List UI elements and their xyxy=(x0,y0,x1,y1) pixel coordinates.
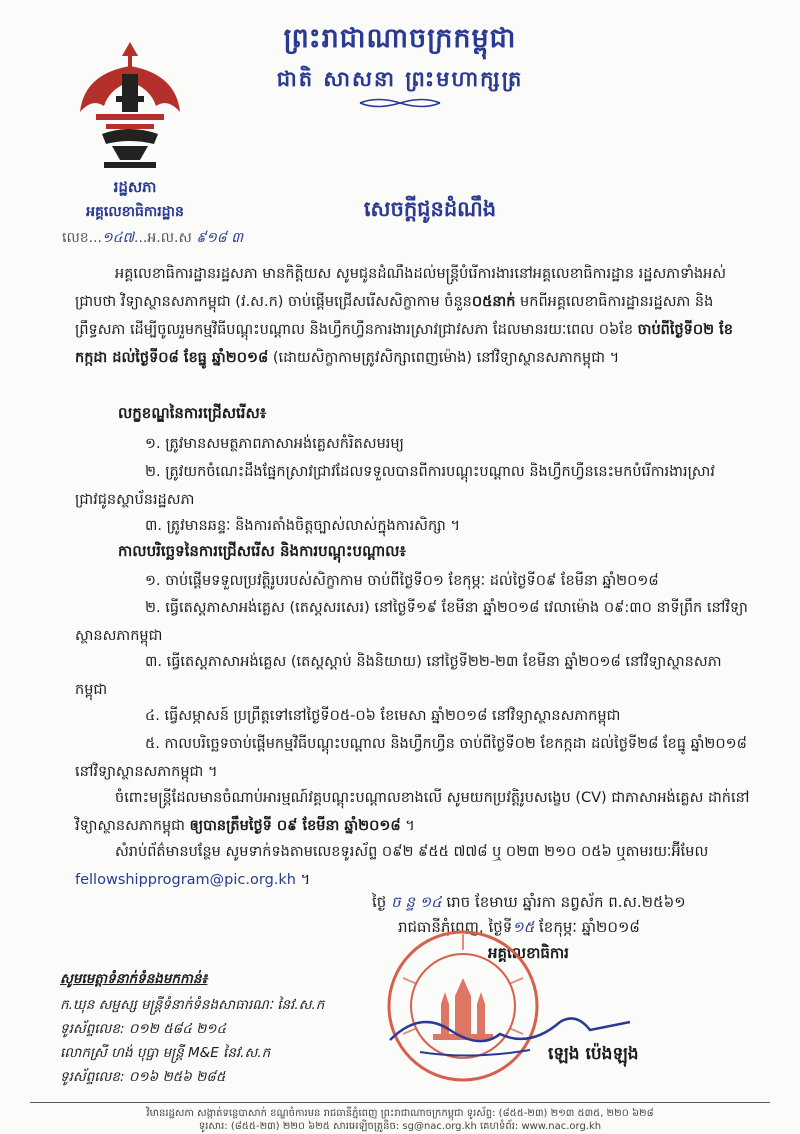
cv-paragraph xyxy=(75,784,750,840)
schedule-item: ៣. ធ្វើតេស្តភាសាអង់គ្លេស (តេស្តស្តាប់ និងនិយាយ) នៅថ្ងៃទី២២-២៣ ខែមីនា ឆ្នាំ២០១៨ នៅវិទ្យាស្ថានសភាកម្ពុជា xyxy=(75,654,722,698)
intro-count: ០៥នាក់ xyxy=(471,294,516,310)
footer-contacts: ទូរសារ: (៨៥៥-២៣) ២២០ ៦២៥ សារអេឡិចត្រូនិច: sg@nac.org.kh គេហទំព័រ: www.nac.org.kh xyxy=(198,1121,602,1132)
ref-number-handwritten: ១៤៧ xyxy=(102,230,135,246)
contact-line: លោកស្រី ហង់ បុប្ផា មន្ត្រី M&E នៃវ.ស.ក xyxy=(60,1045,271,1061)
intro-text-1: អគ្គលេខាធិការដ្ឋានរដ្ឋសភា មានកិត្តិយស សូមជូនដំណឹងដល់មន្ត្រីបំរើការងារនៅអគ្គលេខាធិការដ្ឋាន រដ្ឋសភាទាំងអស់ជ្រាបថា វិទ្យាស្ថានសភាកម្ពុជា (វ.ស.ក) ចាប់ផ្តើមជ្រើសរើសសិក្ខាកាម ចំនួន xyxy=(75,266,727,310)
contact-line: ទូរស័ព្ទលេខ: ០១៦ ២៥៦ ២៨៥ xyxy=(60,1069,226,1085)
ref-suffix: ...អ.ល.ស xyxy=(134,230,192,246)
cv-deadline: ឲ្យបានត្រឹមថ្ងៃទី ០៩ ខែមីនា ឆ្នាំ២០១៨ xyxy=(189,818,401,834)
email-link[interactable]: fellowshipprogram@pic.org.kh xyxy=(75,872,296,888)
document-title: សេចក្តីជូនដំណឹង xyxy=(363,197,497,221)
intro-period: ចាប់ពីថ្ងៃទី០២ ខែកក្កដា ដល់ថ្ងៃទី០៨ ខែធ្នូ ឆ្នាំ២០១៨ xyxy=(75,322,733,366)
national-assembly-emblem xyxy=(70,38,190,173)
info-text: សំរាប់ព័ត៌មានបន្ថែម សូមទាក់ទងតាមលេខទូរស័ព្ទ ០៩២ ៩៥៥ ៧៧៨ ឬ ០២៣ ២១០ ០៥៦ ឬតាមរយៈអ៊ីមែល xyxy=(115,844,709,860)
lunar-handwritten: ច ន្ទ ១៤ xyxy=(391,893,442,911)
reference-number xyxy=(62,228,243,249)
lunar-suffix: រោច ខែមាឃ ឆ្នាំរកា នព្វស័ក ព.ស.២៥៦១ xyxy=(441,893,686,911)
schedule-item: ៥. កាលបរិច្ឆេទចាប់ផ្តើមកម្មវិធីបណ្តុះបណ្តាល និងហ្វឹកហ្វឺន ចាប់ពីថ្ងៃទី០២ ខែកក្កដា ដល់ថ្ងៃទី២៨ ខែធ្នូ ឆ្នាំ២០១៨ នៅវិទ្យាស្ថានសភាកម្ពុជា ។ xyxy=(75,736,747,780)
signer-name: ឡេង ប៉េងឡុង xyxy=(548,1044,639,1064)
cv-text: ចំពោះមន្ត្រីដែលមានចំណាប់អារម្មណ៍វគ្គបណ្តុះបណ្តាលខាងលើ សូមយកប្រវត្តិរូបសង្ខេប (CV) ជាភាសាអង់គ្លេស ដាក់នៅវិទ្យាស្ថានសភាកម្ពុជា xyxy=(75,790,750,834)
footer-address: វិមានរដ្ឋសភា សង្កាត់ទន្លេបាសាក់ ខណ្ឌចំការមន រាជធានីភ្នំពេញ ព្រះរាជាណាចក្រកម្ពុជា ទូរស័ព្ទ: (៨៥៥-២៣) ២១៣ ៥៣៥, ២២០ ៦២៨ xyxy=(146,1108,654,1119)
schedule-item: ៤. ធ្វើសម្ភាសន៍ ប្រព្រឹត្តទៅនៅថ្ងៃទី០៥-០៦ ខែមេសា ឆ្នាំ២០១៨ នៅវិទ្យាស្ថានសភាកម្ពុជា xyxy=(145,708,621,724)
schedule-item: ១. ចាប់ផ្តើមទទួលប្រវត្តិរូបរបស់សិក្ខាកាម ចាប់ពីថ្ងៃទី០១ ខែកុម្ភៈ ដល់ថ្ងៃទី០៩ ខែមីនា ឆ្នាំ២០១៨ xyxy=(145,573,659,589)
contact-line: ទូរស័ព្ទលេខ: ០១២ ៥៨៤ ២១៤ xyxy=(60,1021,227,1037)
secretariat-name: អគ្គលេខាធិការដ្ឋាន xyxy=(86,204,184,220)
ref-code-handwritten: ៩១៨ ៣ xyxy=(196,230,244,246)
kingdom-title: ព្រះរាជាណាចក្រកម្ពុជា xyxy=(283,23,517,54)
schedule-item: ២. ធ្វើតេស្តភាសាអង់គ្លេស (តេស្តសរសេរ) នៅថ្ងៃទី១៩ ខែមីនា ឆ្នាំ២០១៨ វេលាម៉ោង ០៩:៣០ នាទីព្រឹក នៅវិទ្យាស្ថានសភាកម្ពុជា xyxy=(75,600,748,644)
schedule-heading: កាលបរិច្ឆេទនៃការជ្រើសរើស និងការបណ្តុះបណ្តាល៖ xyxy=(118,542,407,560)
contact-heading: សូមមេត្តាទំនាក់ទំនងមកកាន់៖ xyxy=(60,971,208,987)
info-end: ។ xyxy=(295,872,311,888)
lunar-prefix: ថ្ងៃ xyxy=(372,893,392,911)
intro-paragraph xyxy=(75,260,750,372)
contact-line: ក.ឃុន សម្ផស្ស មន្ត្រីទំនាក់ទំនងសាធារណៈ នៃវ.ស.ក xyxy=(60,997,325,1013)
criteria-item: ៣. ត្រូវមានឆន្ទៈ និងការតាំងចិត្តច្បាស់លាស់ក្នុងការសិក្សា ។ xyxy=(145,518,461,534)
footer-divider xyxy=(30,1102,770,1103)
info-paragraph xyxy=(75,838,750,894)
signer-title: អគ្គលេខាធិការ xyxy=(488,944,569,962)
solar-prefix: រាជធានីភ្នំពេញ, ថ្ងៃទី xyxy=(398,918,513,936)
intro-text-3: (ដោយសិក្ខាកាមត្រូវសិក្សាពេញម៉ោង) នៅវិទ្យាស្ថានសភាកម្ពុជា ។ xyxy=(268,350,620,366)
ref-prefix: លេខ... xyxy=(62,230,103,246)
solar-handwritten: ១៥ xyxy=(512,918,535,936)
solar-suffix: ខែកុម្ភៈ ឆ្នាំ២០១៨ xyxy=(534,918,640,936)
intro-text-2: មកពីអគ្គលេខាធិការដ្ឋានរដ្ឋសភា និងព្រឹទ្ធសភា ដើម្បីចូលរួមកម្មវិធីបណ្តុះបណ្តាល និងហ្វឹកហ្វឺនការងារស្រាវជ្រាវសភា ដែលមានរយៈពេល ០៦ខែ xyxy=(75,294,714,338)
criteria-item: ២. ត្រូវយកចំណេះដឹងផ្នែកស្រាវជ្រាវដែលទទួលបានពីការបណ្តុះបណ្តាល និងហ្វឹកហ្វឺននេះមកបំរើការងារស្រាវជ្រាវជូនស្ថាប័នរដ្ឋសភា xyxy=(75,464,715,508)
criteria-heading: លក្ខខណ្ឌនៃការជ្រើសរើស៖ xyxy=(118,404,267,422)
lunar-date xyxy=(372,893,686,915)
divider-ornament xyxy=(355,96,445,110)
criteria-item: ១. ត្រូវមានសមត្ថភាពភាសាអង់គ្លេសកំរិតសមរម្យ xyxy=(145,436,404,452)
national-motto: ជាតិ សាសនា ព្រះមហាក្សត្រ xyxy=(276,67,524,91)
cv-end: ។ xyxy=(400,818,415,834)
ministry-name: រដ្ឋសភា xyxy=(113,178,157,196)
